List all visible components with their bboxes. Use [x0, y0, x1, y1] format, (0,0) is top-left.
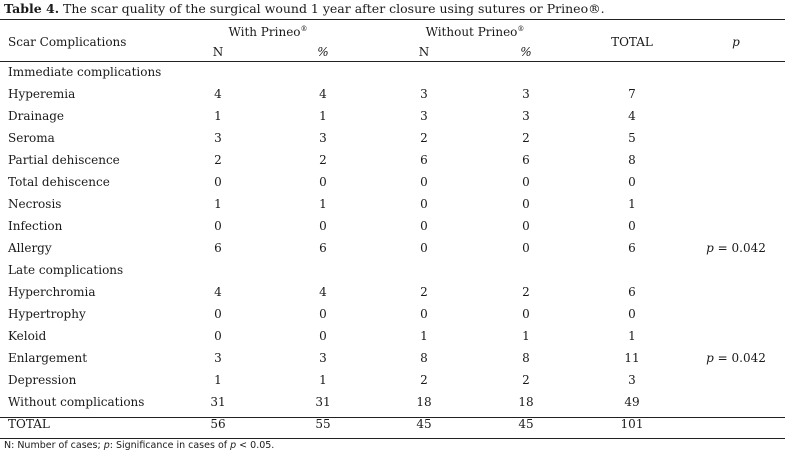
cell-without-n: 0 [420, 241, 428, 255]
cell-with-pct: 55 [315, 417, 331, 431]
row-label: Allergy [8, 241, 52, 255]
total-row [0, 413, 785, 435]
cell-p [687, 105, 785, 127]
row-label: Hyperemia [8, 87, 76, 101]
table-row [0, 303, 785, 325]
cell-without-n: 8 [420, 351, 428, 365]
cell-without-pct: 2 [522, 373, 530, 387]
row-label: Hypertrophy [8, 307, 86, 321]
table-caption-text: The scar quality of the surgical wound 1 year after closure using sutures or Prineo®. [63, 1, 605, 16]
table-row [0, 171, 785, 193]
header-p: p [732, 34, 740, 49]
cell-without-n: 6 [420, 153, 428, 167]
cell-with-n: 6 [214, 241, 222, 255]
row-label: Partial dehiscence [8, 153, 120, 167]
row-label: Keloid [8, 329, 47, 343]
row-label: Seroma [8, 131, 55, 145]
header-without-prineo [373, 22, 577, 42]
row-label: Total dehiscence [8, 175, 110, 189]
cell-with-pct: 1 [319, 197, 327, 211]
cell-p [687, 413, 785, 435]
header-with-prineo-label: With Prineo [228, 25, 301, 39]
cell-without-pct: 0 [522, 197, 530, 211]
cell-total: 11 [624, 351, 640, 365]
cell-total: 101 [620, 417, 644, 431]
cell-with-pct: 2 [319, 153, 327, 167]
cell-p [687, 325, 785, 347]
registered-mark: ® [517, 25, 525, 33]
cell-with-pct: 3 [319, 131, 327, 145]
cell-without-n: 2 [420, 131, 428, 145]
cell-without-n: 2 [420, 285, 428, 299]
cell-with-pct: 6 [319, 241, 327, 255]
cell-with-n: 3 [214, 131, 222, 145]
cell-total: 8 [628, 153, 636, 167]
cell-with-pct: 0 [319, 329, 327, 343]
cell-without-pct: 3 [522, 109, 530, 123]
row-label: Enlargement [8, 351, 88, 365]
cell-with-pct: 1 [319, 373, 327, 387]
table-row [0, 215, 785, 237]
cell-without-pct: 18 [518, 395, 534, 409]
cell-total: 0 [628, 175, 636, 189]
cell-total: 1 [628, 329, 636, 343]
cell-with-pct: 4 [319, 87, 327, 101]
cell-without-n: 0 [420, 197, 428, 211]
cell-total: 5 [628, 131, 636, 145]
header-total: TOTAL [611, 34, 653, 49]
cell-without-pct: 2 [522, 285, 530, 299]
table-caption-label: Table 4. [4, 1, 60, 16]
cell-without-n: 2 [420, 373, 428, 387]
cell-with-n: 4 [214, 285, 222, 299]
cell-with-n: 0 [214, 175, 222, 189]
cell-p [687, 193, 785, 215]
cell-with-n: 3 [214, 351, 222, 365]
cell-without-pct: 3 [522, 87, 530, 101]
header-without-n: N [418, 44, 430, 59]
cell-without-pct: 8 [522, 351, 530, 365]
table-row [0, 127, 785, 149]
cell-p [687, 127, 785, 149]
table-row [0, 237, 785, 259]
cell-total: 0 [628, 219, 636, 233]
table-row [0, 149, 785, 171]
cell-without-pct: 6 [522, 153, 530, 167]
cell-without-pct: 2 [522, 131, 530, 145]
table-row [0, 105, 785, 127]
header-without-percent: % [520, 44, 532, 59]
row-label: Drainage [8, 109, 65, 123]
cell-p: p = 0.042 [706, 241, 766, 255]
cell-p [687, 303, 785, 325]
cell-p: p = 0.042 [706, 351, 766, 365]
cell-with-n: 56 [210, 417, 226, 431]
cell-p [687, 215, 785, 237]
cell-total: 1 [628, 197, 636, 211]
cell-with-n: 4 [214, 87, 222, 101]
table-row [0, 391, 785, 413]
cell-with-pct: 1 [319, 109, 327, 123]
cell-with-n: 31 [210, 395, 226, 409]
cell-without-n: 0 [420, 307, 428, 321]
cell-total: 7 [628, 87, 636, 101]
scar-quality-table [0, 22, 785, 435]
cell-without-pct: 0 [522, 307, 530, 321]
cell-with-pct: 0 [319, 307, 327, 321]
registered-mark: ® [300, 25, 308, 33]
cell-p [687, 391, 785, 413]
cell-without-pct: 1 [522, 329, 530, 343]
cell-total: 6 [628, 241, 636, 255]
header-with-percent: % [317, 44, 329, 59]
cell-without-n: 45 [416, 417, 432, 431]
top-rule [0, 19, 785, 20]
header-without-prineo-label: Without Prineo [425, 25, 518, 39]
cell-without-pct: 0 [522, 175, 530, 189]
table-body [0, 61, 785, 435]
table-row [0, 347, 785, 369]
cell-total: 0 [628, 307, 636, 321]
cell-without-n: 1 [420, 329, 428, 343]
cell-without-n: 3 [420, 109, 428, 123]
row-label: Necrosis [8, 197, 62, 211]
cell-with-n: 0 [214, 219, 222, 233]
cell-with-n: 2 [214, 153, 222, 167]
cell-without-n: 3 [420, 87, 428, 101]
bottom-rule [0, 438, 785, 439]
cell-with-pct: 31 [315, 395, 331, 409]
table-row [0, 193, 785, 215]
cell-p [687, 83, 785, 105]
header-scar-complications: Scar Complications [8, 34, 127, 49]
table-row [0, 325, 785, 347]
cell-without-n: 0 [420, 175, 428, 189]
cell-total: 3 [628, 373, 636, 387]
cell-without-pct: 0 [522, 219, 530, 233]
cell-with-n: 0 [214, 329, 222, 343]
table-row [0, 369, 785, 391]
cell-with-n: 1 [214, 373, 222, 387]
cell-without-pct: 45 [518, 417, 534, 431]
row-label: Infection [8, 219, 63, 233]
row-label: Without complications [8, 395, 145, 409]
cell-with-n: 1 [214, 197, 222, 211]
cell-total: 4 [628, 109, 636, 123]
row-label: Hyperchromia [8, 285, 96, 299]
row-label: TOTAL [8, 417, 50, 431]
cell-with-pct: 0 [319, 175, 327, 189]
cell-with-n: 0 [214, 307, 222, 321]
table-row [0, 83, 785, 105]
table-caption [4, 1, 605, 17]
section-title: Late complications [8, 263, 124, 277]
table-row [0, 281, 785, 303]
section-header-row [0, 259, 785, 281]
cell-total: 49 [624, 395, 640, 409]
section-header-row [0, 61, 785, 83]
cell-total: 6 [628, 285, 636, 299]
cell-p [687, 369, 785, 391]
section-title: Immediate complications [8, 65, 162, 79]
cell-with-pct: 4 [319, 285, 327, 299]
row-label: Depression [8, 373, 77, 387]
cell-p [687, 171, 785, 193]
cell-with-pct: 0 [319, 219, 327, 233]
cell-without-n: 0 [420, 219, 428, 233]
cell-p [687, 149, 785, 171]
header-with-n: N [212, 44, 224, 59]
footnote-text: N: Number of cases; p: Significance in cases of p < 0.05. [4, 440, 275, 451]
cell-with-n: 1 [214, 109, 222, 123]
cell-without-n: 18 [416, 395, 432, 409]
table-footnote [4, 440, 274, 452]
header-with-prineo [163, 22, 373, 42]
cell-with-pct: 3 [319, 351, 327, 365]
cell-p [687, 281, 785, 303]
cell-without-pct: 0 [522, 241, 530, 255]
